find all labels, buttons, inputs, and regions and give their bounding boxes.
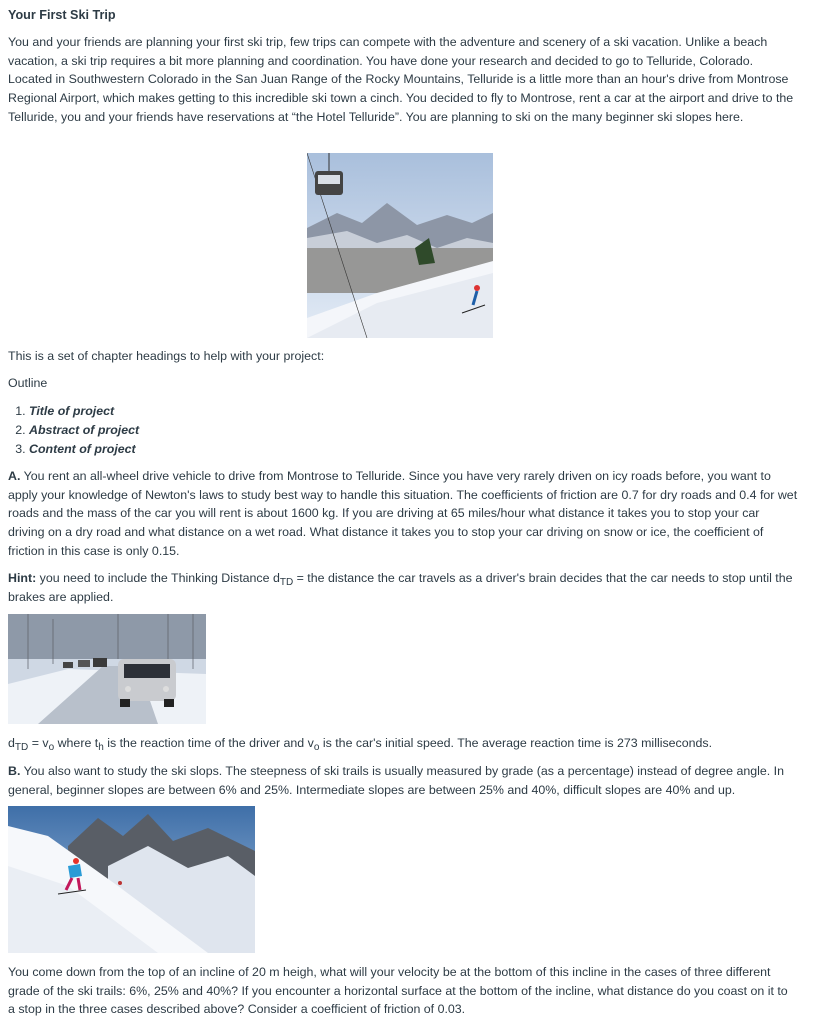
subscript: TD: [279, 577, 294, 588]
snowy-road-image: [8, 614, 206, 724]
hint-text: = the distance the car travels as a driver's brain decides that the car needs to stop until the brakes are applied.: [8, 571, 793, 604]
outline-item: 3. Content of project: [29, 440, 329, 459]
formula-text: is the car's initial speed. The average reaction time is 273 milliseconds.: [319, 736, 713, 750]
section-b-label: B.: [8, 764, 21, 778]
section-a-label: A.: [8, 469, 21, 483]
gondola-ski-image: [307, 153, 493, 338]
hint-text: you need to include the Thinking Distance d: [36, 571, 280, 585]
formula-paragraph: [8, 734, 798, 753]
outline-item: 1. Title of project: [29, 402, 329, 421]
formula-text: is the reaction time of the driver and v: [103, 736, 314, 750]
intro-paragraph: You and your friends are planning your first ski trip, few trips can compete with the adventure and scenery of a ski vacation. Unlike a beach vacation, a ski trip requires a bit more planning and coordination. You have done your research and decided to go to Telluride, Colorado. Located in Southwestern Colorado in the San Juan Range of the Rocky Mountains, Telluride is a little more than an hour's drive from Montrose Regional Airport, which makes getting to this incredible ski town a cinch. You decided to fly to Montrose, rent a car at the airport and drive to the Telluride, you and your friends have reservations at “the Hotel Telluride”. You are planning to ski on the many beginner ski slopes here.: [8, 35, 794, 124]
subscript: TD: [14, 742, 29, 753]
subscript: h: [98, 742, 104, 753]
outline-list: [8, 402, 329, 459]
outline-label: Outline: [8, 376, 48, 390]
section-a-paragraph: [8, 467, 798, 561]
formula-text: = v: [28, 736, 49, 750]
final-question-paragraph: You come down from the top of an incline of 20 m heigh, what will your velocity be at the bottom of this incline in the cases of three different grade of the ski trails: 6%, 25% and 40%? If you encounter a horizontal surface at the bottom of the incline, what distance do you coast on it to a stop in the three cases described above? Consider a coefficient of friction of 0.03.: [8, 965, 788, 1017]
section-b-text: You also want to study the ski slops. The steepness of ski trails is usually measured by grade (as a percentage) instead of degree angle. In general, beginner slopes are between 6% and 25%. Intermediate slopes are between 25% and 40%, difficult slopes are 40% and up.: [8, 764, 785, 797]
skier-slope-image: [8, 806, 255, 953]
formula-text: where t: [54, 736, 99, 750]
outline-item: 2. Abstract of project: [29, 421, 329, 440]
formula-text: d: [8, 736, 15, 750]
subscript: o: [48, 742, 55, 753]
section-b-paragraph: [8, 762, 798, 799]
section-a-text: You rent an all-wheel drive vehicle to drive from Montrose to Telluride. Since you have very rarely driven on icy roads before, you want to apply your knowledge of Newton's laws to study best way to handle this situation. The coefficients of friction are 0.7 for dry roads and 0.4 for wet roads and the mass of the car you will rent is about 1600 kg. If you are driving at 65 miles/hour what distance it takes you to stop your car driving on a dry road and what distance on a wet road. What distance it takes you to stop your car driving on snow or ice, the coefficient of friction in this case is only 0.15.: [8, 469, 798, 558]
subscript: o: [313, 742, 320, 753]
hint-label: Hint:: [8, 571, 37, 585]
headings-intro: This is a set of chapter headings to help with your project:: [8, 349, 325, 363]
hint-paragraph: [8, 569, 798, 606]
page-title: Your First Ski Trip: [8, 8, 116, 22]
